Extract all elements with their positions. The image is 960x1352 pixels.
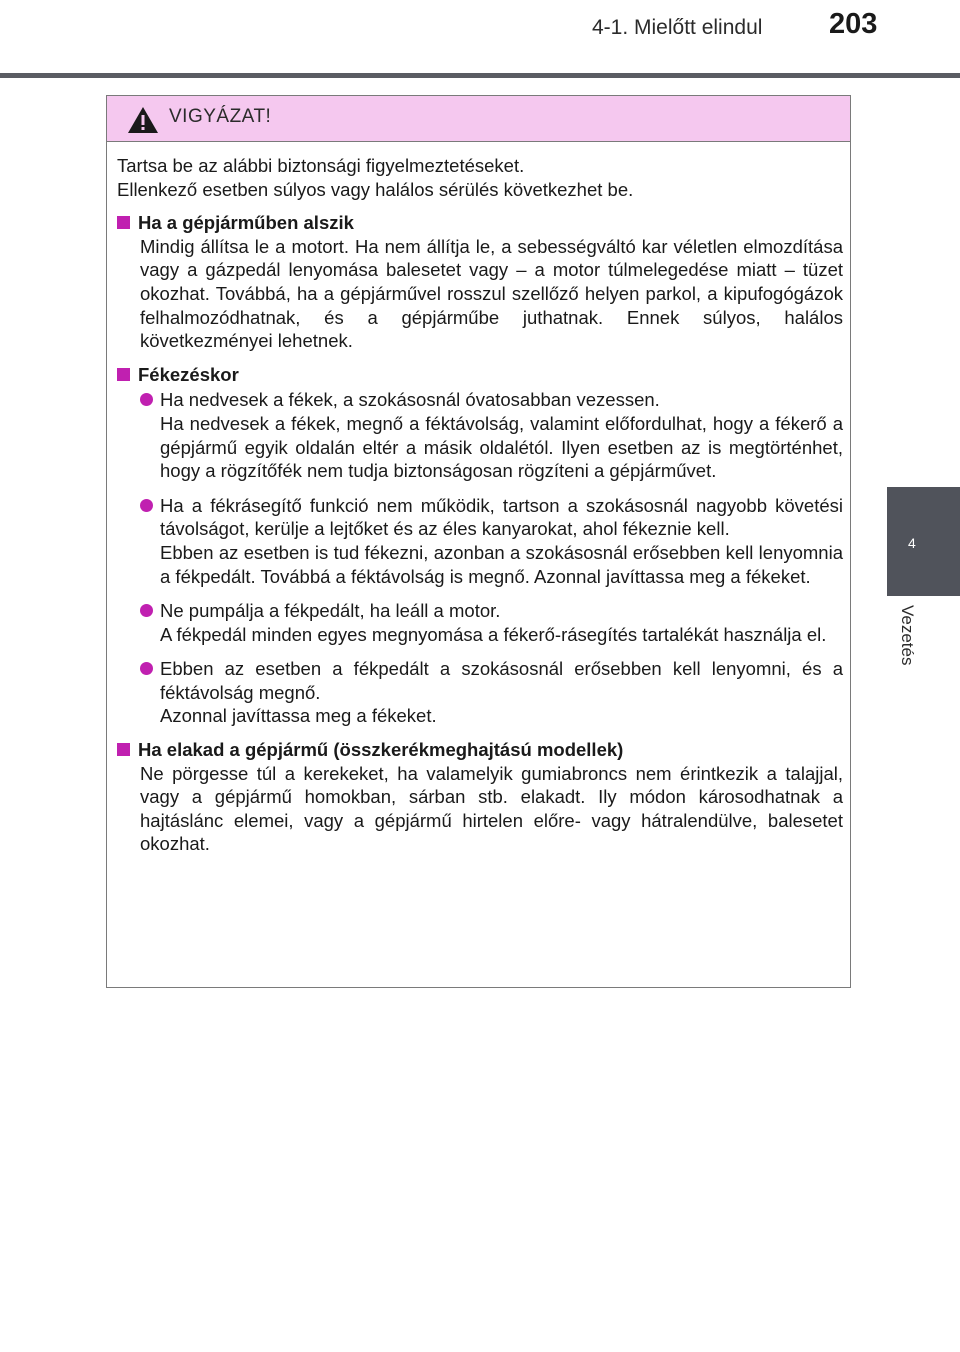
list-item: Ne pumpálja a fékpedált, ha leáll a motor. A fékpedál minden egyes megnyomása a fékerő-rásegítés tartalékát használja el. [117, 599, 843, 646]
section-text: Ne pörgesse túl a kerekeket, ha valamelyik gumiabroncs nem érintkezik a talajjal, vagy a gépjármű homokban, sárban stb. elakadt. Ily módon károsodhatnak a hajtáslánc elemei, vagy a gépjármű hirtelen előre- vagy hátralendülve, balesetet okozhat. [140, 762, 843, 855]
warning-content [117, 154, 843, 856]
warning-box [106, 95, 851, 988]
section-heading: Ha a gépjárműben alszik [117, 211, 843, 235]
chapter-tab-label: Vezetés [898, 605, 917, 666]
section-heading: Ha elakad a gépjármű (összkerékmeghajtású modellek) [117, 738, 843, 762]
circle-bullet-icon [140, 662, 153, 675]
square-bullet-icon [117, 216, 130, 229]
list-item: Ebben az esetben a fékpedált a szokásosnál erősebben kell lenyomni, és a féktávolság megnő. Azonnal javíttassa meg a fékeket. [117, 657, 843, 728]
intro-line: Tartsa be az alábbi biztonsági figyelmeztetéseket. [117, 155, 525, 176]
circle-bullet-icon [140, 393, 153, 406]
list-item: Ha a fékrásegítő funkció nem működik, tartson a szokásosnál nagyobb követési távolságot, kerülje a lejtőket és az éles kanyarokat, ahol fékeznie kell. Ebben az esetben is tud fékezni, azonban a szokásosnál erősebben kell lenyomnia a fékpedált. Továbbá a féktávolság is megnő. Azonnal javíttassa meg a fékeket. [117, 494, 843, 588]
square-bullet-icon [117, 743, 130, 756]
list-item: Ha nedvesek a fékek, a szokásosnál óvatosabban vezessen. Ha nedvesek a fékek, megnő a féktávolság, valamint előfordulhat, hogy a fékerő a gépjármű egyik oldalán eltér a másik oldalétól. Ilyen esetben az is megtörténhet, hogy a rögzítőfék nem tudja biztonságosan rögzíteni a gépjárművet. [117, 388, 843, 482]
circle-bullet-icon [140, 499, 153, 512]
page-number: 203 [829, 8, 878, 40]
chapter-tab-number: 4 [908, 535, 916, 551]
warning-header [107, 96, 850, 142]
header-divider [0, 73, 960, 78]
warning-title: VIGYÁZAT! [169, 106, 272, 127]
chapter-tab[interactable] [887, 487, 960, 596]
section-heading: Fékezéskor [117, 363, 843, 387]
warning-triangle-icon [127, 106, 159, 134]
section-title: 4-1. Mielőtt elindul [592, 16, 763, 39]
square-bullet-icon [117, 368, 130, 381]
section-text: Mindig állítsa le a motort. Ha nem állítja le, a sebességváltó kar véletlen elmozdítása vagy a gázpedál lenyomása balesetet vagy – a motor túlmelegedése miatt – tüzet okozhat. Továbbá, ha a gépjárművel rosszul szellőző helyen parkol, a kipufogógázok felhalmozódhatnak, és a gépjárműbe juthatnak. Ennek súlyos, halálos következményei lehetnek. [140, 235, 843, 352]
circle-bullet-icon [140, 604, 153, 617]
intro-line: Ellenkező esetben súlyos vagy halálos sérülés következhet be. [117, 178, 634, 200]
